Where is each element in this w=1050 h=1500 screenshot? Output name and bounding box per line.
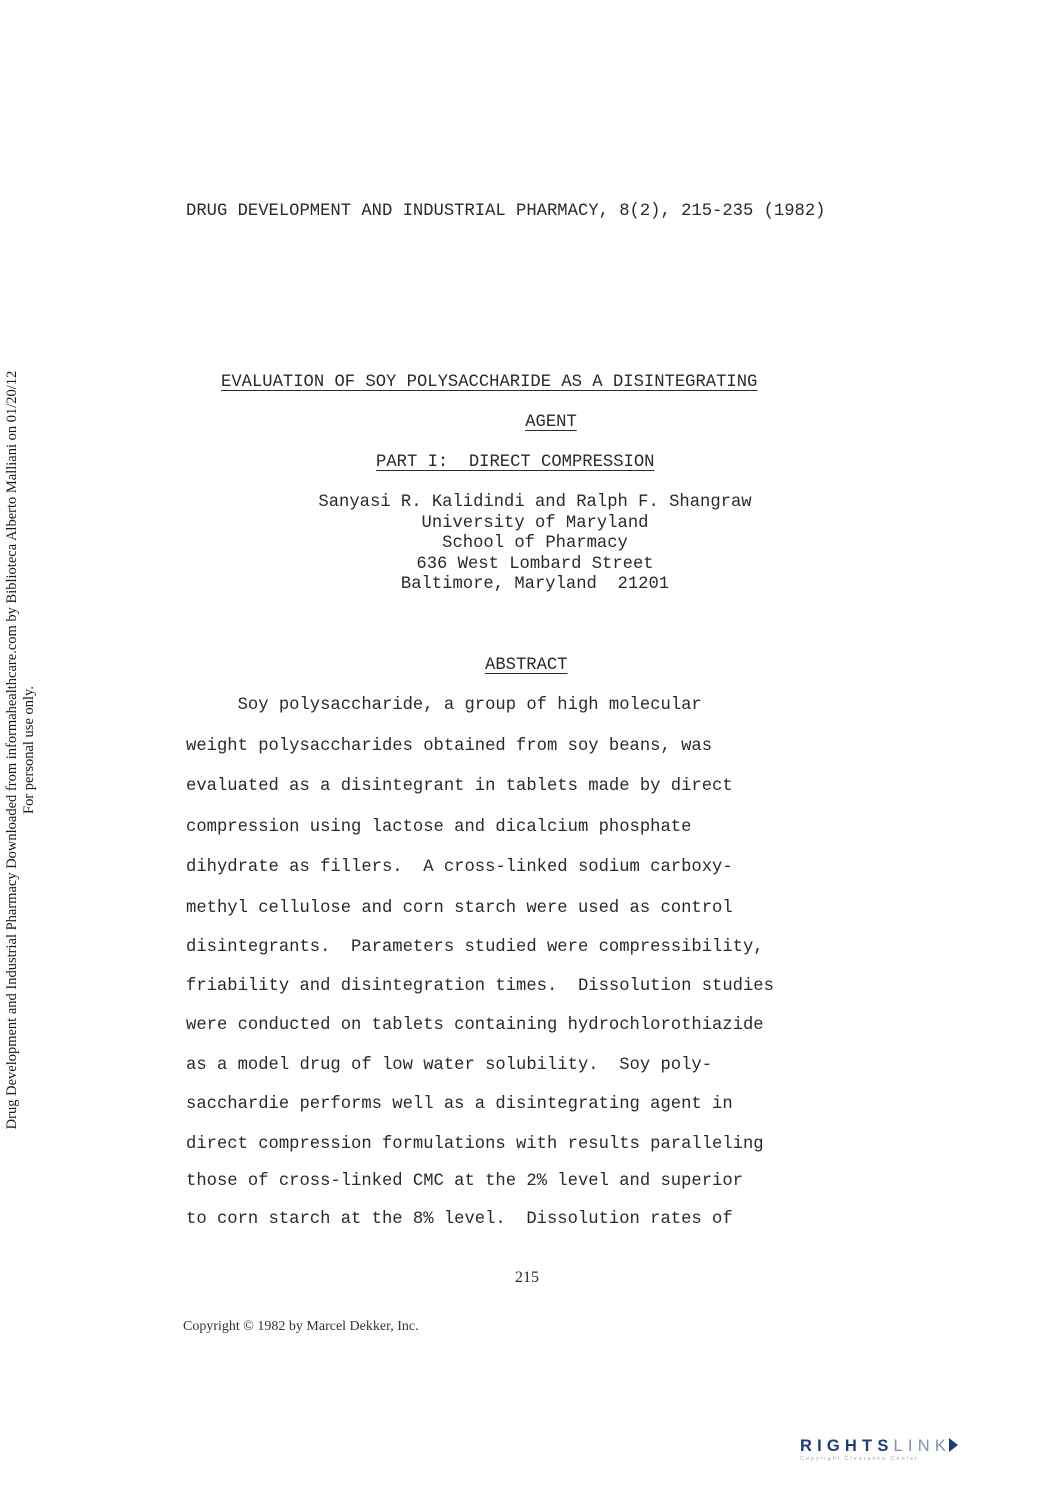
affiliation-street: 636 West Lombard Street bbox=[416, 554, 654, 574]
side-stamp-line2: For personal use only. bbox=[21, 686, 37, 814]
abstract-line: as a model drug of low water solubility. Soy poly- bbox=[186, 1056, 713, 1075]
abstract-line: methyl cellulose and corn starch were used as control bbox=[186, 899, 733, 918]
abstract-line: those of cross-linked CMC at the 2% level and superior bbox=[186, 1172, 743, 1191]
author-block bbox=[0, 493, 1050, 596]
abstract-line: weight polysaccharides obtained from soy beans, was bbox=[186, 737, 713, 756]
abstract-line: friability and disintegration times. Dissolution studies bbox=[186, 977, 774, 996]
author-names: Sanyasi R. Kalidindi and Ralph F. Shangraw bbox=[318, 493, 752, 512]
logo-arrow-icon bbox=[949, 1438, 958, 1452]
rightslink-logo[interactable] bbox=[800, 1437, 1032, 1471]
abstract-heading: ABSTRACT bbox=[485, 656, 568, 675]
affiliation-university: University of Maryland bbox=[421, 513, 649, 533]
abstract-line: disintegrants. Parameters studied were compressibility, bbox=[186, 938, 764, 957]
logo-link-text: LINK bbox=[893, 1437, 952, 1455]
affiliation-city: Baltimore, Maryland 21201 bbox=[400, 575, 670, 595]
abstract-line: compression using lactose and dicalcium phosphate bbox=[186, 818, 692, 837]
article-title-line2: AGENT bbox=[525, 413, 577, 432]
page-number: 215 bbox=[515, 1269, 539, 1286]
side-stamp-line1: Drug Development and Industrial Pharmacy Downloaded from informahealthcare.com by Biblioteca Alberto Malliani on 01/20/12 bbox=[4, 370, 20, 1130]
abstract-line: Soy polysaccharide, a group of high molecular bbox=[186, 696, 702, 715]
article-subtitle: PART I: DIRECT COMPRESSION bbox=[376, 453, 655, 472]
abstract-line: direct compression formulations with results paralleling bbox=[186, 1135, 764, 1154]
copyright-notice: Copyright © 1982 by Marcel Dekker, Inc. bbox=[183, 1319, 419, 1334]
abstract-line: sacchardie performs well as a disintegrating agent in bbox=[186, 1095, 733, 1114]
logo-subtitle: Copyright Clearance Center bbox=[800, 1456, 919, 1462]
abstract-line: evaluated as a disintegrant in tablets made by direct bbox=[186, 777, 733, 796]
logo-rights-text: RIGHTS bbox=[800, 1437, 894, 1455]
abstract-line: were conducted on tablets containing hydrochlorothiazide bbox=[186, 1016, 764, 1035]
abstract-line: to corn starch at the 8% level. Dissolution rates of bbox=[186, 1210, 733, 1229]
abstract-line: dihydrate as fillers. A cross-linked sodium carboxy- bbox=[186, 858, 733, 877]
article-title-line1: EVALUATION OF SOY POLYSACCHARIDE AS A DISINTEGRATING bbox=[221, 373, 758, 392]
journal-header: DRUG DEVELOPMENT AND INDUSTRIAL PHARMACY, 8(2), 215-235 (1982) bbox=[186, 202, 826, 221]
side-stamp bbox=[4, 320, 44, 1180]
rightslink-wordmark bbox=[800, 1437, 1032, 1455]
affiliation-school: School of Pharmacy bbox=[442, 534, 628, 554]
